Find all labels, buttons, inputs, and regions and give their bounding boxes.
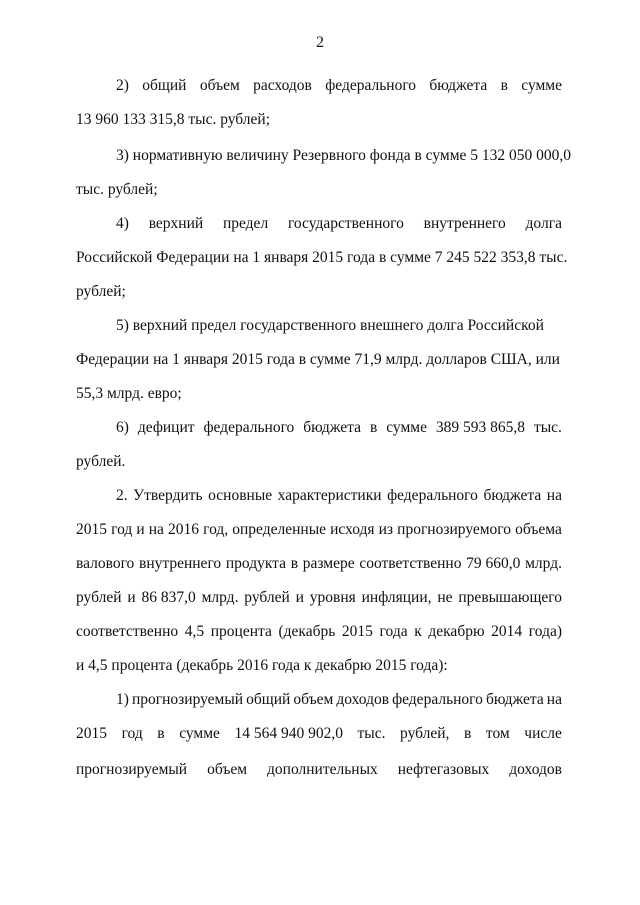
text-line: 55,3 млрд. евро; bbox=[76, 385, 182, 402]
text-line: 5) верхний предел государственного внешнего долга Российской bbox=[116, 317, 544, 334]
text-line bbox=[76, 760, 562, 780]
word: соответственно bbox=[359, 555, 462, 572]
word: 2) bbox=[116, 77, 129, 94]
text-line: рублей; bbox=[76, 283, 126, 300]
word: год bbox=[111, 521, 133, 538]
word: рублей bbox=[76, 589, 122, 606]
word: общий bbox=[246, 691, 291, 708]
word: федерального bbox=[387, 487, 478, 504]
text-line: рублей. bbox=[76, 453, 126, 470]
text-line bbox=[116, 76, 562, 96]
word: 4) bbox=[116, 215, 129, 232]
text-line: Федерации на 1 января 2015 года в сумме 71,9 млрд. долларов США, или bbox=[76, 351, 560, 368]
word: доходов bbox=[509, 761, 562, 778]
word: объем bbox=[293, 691, 334, 708]
word: федерального bbox=[392, 691, 483, 708]
word: продукта bbox=[225, 555, 287, 572]
word: 2015 bbox=[76, 725, 107, 742]
word: к bbox=[414, 623, 422, 640]
word: 6) bbox=[116, 419, 129, 436]
text-line bbox=[76, 724, 562, 744]
word: на bbox=[148, 521, 164, 538]
word: 14 564 940 902,0 bbox=[234, 725, 343, 742]
word: года) bbox=[528, 623, 562, 640]
word: год, bbox=[203, 521, 229, 538]
word: тыс. bbox=[357, 725, 386, 742]
word: декабрю bbox=[428, 623, 485, 640]
text-line bbox=[76, 588, 562, 608]
word: прогнозируемый bbox=[131, 691, 244, 708]
word: валового bbox=[76, 555, 135, 572]
word: бюджета bbox=[429, 77, 488, 94]
word: бюджета bbox=[485, 691, 544, 708]
word: и bbox=[295, 589, 304, 606]
word: Утвердить bbox=[133, 487, 203, 504]
word: соответственно bbox=[76, 623, 179, 640]
word: на bbox=[546, 487, 562, 504]
text-line bbox=[76, 520, 562, 540]
word: в bbox=[290, 555, 299, 572]
word: и bbox=[136, 521, 145, 538]
word: на bbox=[546, 691, 562, 708]
word: рублей bbox=[244, 589, 290, 606]
word: числе bbox=[524, 725, 562, 742]
word: прогнозируемый bbox=[76, 761, 188, 778]
text-line: 3) нормативную величину Резервного фонда в сумме 5 132 050 000,0 bbox=[116, 147, 572, 164]
word: том bbox=[485, 725, 510, 742]
word: дополнительных bbox=[267, 761, 378, 778]
word: объема bbox=[515, 521, 562, 538]
word: превышающего bbox=[458, 589, 562, 606]
word: не bbox=[437, 589, 453, 606]
word: 2016 bbox=[168, 521, 200, 538]
word: 1) bbox=[116, 691, 129, 708]
word: предел bbox=[222, 215, 269, 232]
word: нефтегазовых bbox=[397, 761, 490, 778]
word: год bbox=[121, 725, 143, 742]
text-line: 13 960 133 315,8 тыс. рублей; bbox=[76, 111, 270, 128]
word: характеристики bbox=[277, 487, 382, 504]
word: в bbox=[464, 725, 472, 742]
word: в bbox=[500, 77, 508, 94]
word: бюджета bbox=[303, 419, 362, 436]
word: тыс. bbox=[533, 419, 562, 436]
word: верхний bbox=[148, 215, 204, 232]
word: определенные bbox=[232, 521, 326, 538]
word: 4,5 bbox=[184, 623, 205, 640]
text-line bbox=[116, 214, 562, 234]
word: млрд. bbox=[201, 589, 239, 606]
word: дефицит bbox=[137, 419, 195, 436]
word: процента bbox=[210, 623, 272, 640]
word: 2015 bbox=[341, 623, 373, 640]
word: основные bbox=[208, 487, 273, 504]
word: (декабрь bbox=[278, 623, 336, 640]
word: 2014 bbox=[491, 623, 523, 640]
word: сумме bbox=[386, 419, 427, 436]
word: 79 660,0 bbox=[466, 555, 521, 572]
word: общий bbox=[142, 77, 187, 94]
word: сумме bbox=[521, 77, 562, 94]
word: исходя bbox=[330, 521, 375, 538]
word: из bbox=[378, 521, 394, 538]
text-line: Российской Федерации на 1 января 2015 года в сумме 7 245 522 353,8 тыс. bbox=[76, 249, 568, 266]
word: государственного bbox=[287, 215, 404, 232]
word: млрд. bbox=[525, 555, 562, 572]
text-line bbox=[76, 622, 562, 642]
word: объем bbox=[199, 77, 240, 94]
word: федерального bbox=[203, 419, 295, 436]
word: внутреннего bbox=[139, 555, 222, 572]
word: и bbox=[127, 589, 136, 606]
word: уровня bbox=[309, 589, 356, 606]
text-line: тыс. рублей; bbox=[76, 181, 158, 198]
word: размере bbox=[302, 555, 355, 572]
word: прогнозируемого bbox=[397, 521, 512, 538]
word: сумме bbox=[179, 725, 220, 742]
page-number: 2 bbox=[316, 34, 324, 51]
text-line bbox=[116, 486, 562, 506]
word: 389 593 865,8 bbox=[435, 419, 526, 436]
word: долга bbox=[525, 215, 562, 232]
word: 2015 bbox=[76, 521, 107, 538]
word: расходов bbox=[253, 77, 312, 94]
word: года bbox=[379, 623, 408, 640]
word: объем bbox=[207, 761, 248, 778]
word: инфляции, bbox=[361, 589, 432, 606]
text-line: и 4,5 процента (декабрь 2016 года к декабрю 2015 года): bbox=[76, 657, 448, 674]
word: рублей, bbox=[400, 725, 450, 742]
word: 86 837,0 bbox=[141, 589, 196, 606]
word: внутреннего bbox=[423, 215, 506, 232]
word: федерального bbox=[325, 77, 417, 94]
word: в bbox=[369, 419, 378, 436]
word: в bbox=[157, 725, 165, 742]
word: бюджета bbox=[483, 487, 542, 504]
word: 2. bbox=[116, 487, 128, 504]
text-line bbox=[116, 690, 562, 710]
text-line bbox=[116, 418, 562, 438]
word: доходов bbox=[336, 691, 390, 708]
text-line bbox=[76, 554, 562, 574]
